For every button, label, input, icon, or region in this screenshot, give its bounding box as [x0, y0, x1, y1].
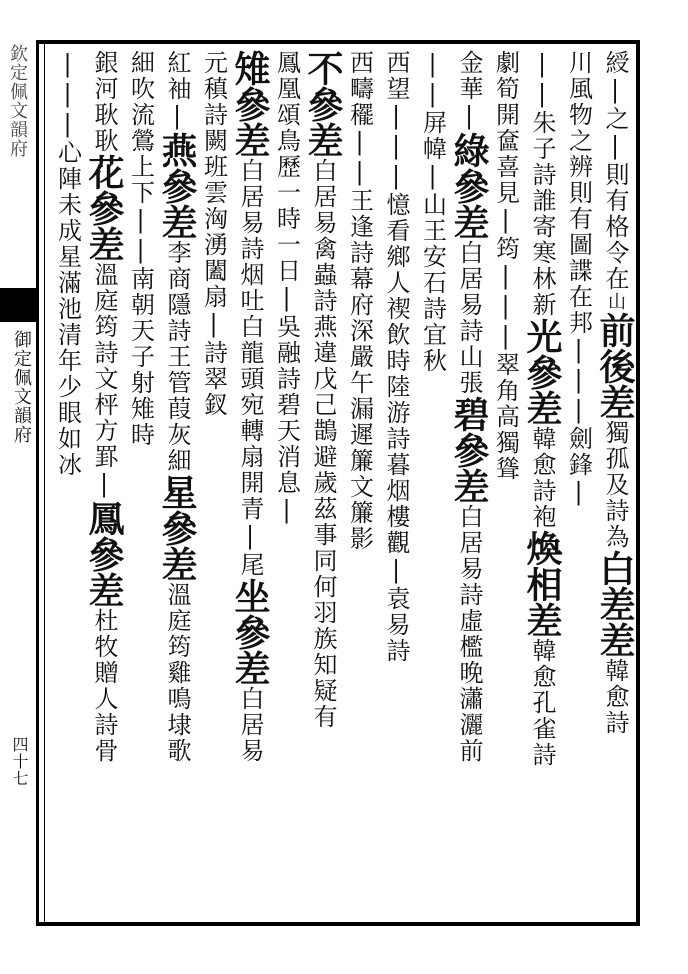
- text-segment: 杜牧贈人詩骨: [90, 608, 118, 764]
- text-column: [46, 50, 83, 920]
- text-column: [557, 50, 594, 920]
- text-segment: 鳳凰頌鳥歷一時一日|吳融詩碧天消息|: [272, 50, 301, 526]
- text-segment: 綬|之|則有格令在: [601, 50, 629, 292]
- text-segment: 紅袖|: [163, 50, 191, 132]
- headword: 雉參差: [229, 50, 271, 158]
- headword: 碧參差: [448, 396, 490, 504]
- text-segment: 白居易禽蟲詩燕違戊己鵲避歲茲事同何羽族知疑有: [309, 158, 337, 730]
- column-divider: [44, 40, 45, 926]
- text-segment: |||: [53, 50, 82, 140]
- headword: 綠參差: [448, 132, 490, 240]
- text-segment: 川風物之辨則有圖諜在: [564, 50, 593, 310]
- text-segment: 溫庭筠雞鳴埭歌: [163, 582, 191, 764]
- left-border: [36, 40, 39, 926]
- headword: 煥相差: [521, 530, 563, 638]
- headword: 鳳參差: [83, 500, 125, 608]
- text-segment: 白居易: [236, 686, 264, 764]
- text-segment: 詩翠釵: [199, 340, 228, 418]
- text-segment: ||屏幃|: [418, 50, 447, 192]
- headword: 坐參差: [229, 578, 271, 686]
- headword: 光參差: [521, 318, 563, 426]
- text-segment: 清年少眼如冰: [53, 322, 82, 478]
- text-column: [265, 50, 302, 920]
- text-column: [156, 50, 198, 920]
- headword: 星參差: [156, 474, 198, 582]
- text-segment: 心陣未成星滿池: [53, 140, 82, 322]
- book-title-top: 欽定佩文韻府: [7, 44, 28, 158]
- text-column: [411, 50, 448, 920]
- text-column: [338, 50, 375, 920]
- text-segment: 銀河耿耿: [90, 50, 118, 154]
- headword: 白差差: [594, 550, 636, 658]
- text-segment: ||朱子詩誰寄寒林新: [528, 50, 556, 318]
- headword: 不參差: [302, 50, 344, 158]
- text-segment: 白居易詩虛檻晚瀟灑前: [455, 504, 483, 764]
- text-segment: 韓愈孔雀詩: [528, 638, 556, 768]
- text-segment: 翠角高獨聳: [491, 352, 520, 482]
- text-column: [375, 50, 412, 920]
- top-border: [36, 40, 640, 44]
- text-segment: 白居易詩山張: [455, 240, 483, 396]
- text-segment: |王逢詩幕府深嚴午漏遲簾文簾影: [345, 158, 374, 552]
- text-segment: 溫庭筠詩文枰方罫|: [90, 262, 118, 500]
- text-segment: 金華|: [455, 50, 483, 132]
- text-segment: 西望|||憶看鄉人禊飲時陸游詩暮烟樓觀: [382, 50, 410, 556]
- text-column: [521, 50, 563, 920]
- headword: 前後差: [594, 312, 636, 420]
- page-number: 四十七: [10, 736, 29, 787]
- text-segment: 韓愈詩袍: [528, 426, 556, 530]
- headword: 燕參差: [156, 132, 198, 240]
- text-column: [302, 50, 344, 920]
- right-border: [636, 40, 640, 926]
- text-segment: 山: [605, 292, 626, 312]
- text-segment: 李商隱詩王管葭灰細: [163, 240, 191, 474]
- text-column: [83, 50, 125, 920]
- text-segment: 山: [418, 192, 447, 218]
- text-segment: 筠|||: [491, 236, 520, 352]
- text-column: [229, 50, 271, 920]
- headword: 花參差: [83, 154, 125, 262]
- text-segment: 劇筍開奩喜見|: [491, 50, 520, 236]
- text-segment: 邦|||: [564, 310, 593, 426]
- text-column: [594, 50, 636, 920]
- text-segment: 韓愈詩: [601, 658, 629, 736]
- text-segment: 劍鋒|: [564, 426, 593, 508]
- text-segment: 細吹流鶯上下||南朝天子射雉時: [126, 50, 155, 448]
- text-segment: 元稹詩闕班雲洶湧闔扇|: [199, 50, 228, 340]
- text-segment: |袁易詩: [382, 556, 410, 664]
- bottom-border: [36, 922, 640, 926]
- text-segment: 獨孤及詩為: [601, 420, 629, 550]
- fish-tail-mark: [0, 288, 38, 322]
- book-title-label: 御定佩文韻府: [11, 330, 32, 444]
- text-column: [448, 50, 490, 920]
- text-segment: 西疇䆉|: [345, 50, 374, 158]
- text-segment: 白居易詩烟吐白龍頭宛轉扇開青|尾: [236, 158, 264, 578]
- text-segment: 王安石詩宜秋: [418, 218, 447, 374]
